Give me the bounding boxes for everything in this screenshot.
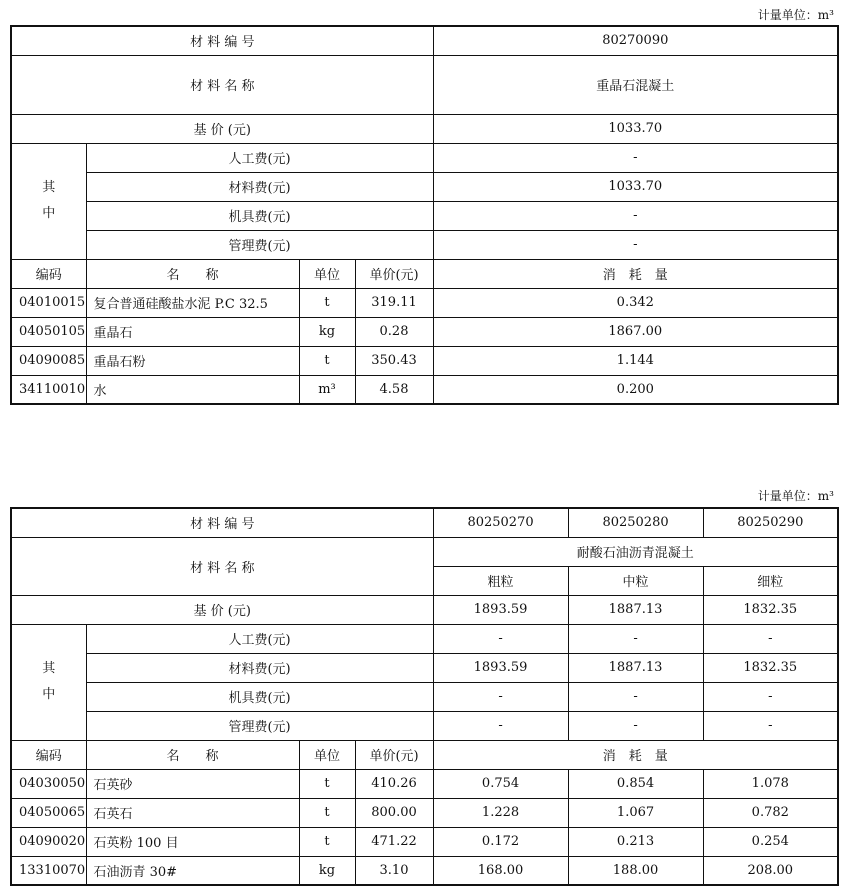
material-qty: 0.854 xyxy=(568,769,703,798)
product-name: 中粒 xyxy=(568,566,703,595)
material-name: 石英砂 xyxy=(86,769,299,798)
product-code: 80250280 xyxy=(568,508,703,537)
material-price: 3.10 xyxy=(355,856,433,885)
unit-note: 计量单位：m³ xyxy=(757,8,834,22)
cost-value: - xyxy=(433,143,838,172)
base-price-value: 1887.13 xyxy=(568,595,703,624)
cost-row xyxy=(11,230,838,259)
cost-value: 1033.70 xyxy=(433,172,838,201)
col-price-header: 单价(元) xyxy=(355,259,433,288)
material-unit: t xyxy=(299,288,355,317)
column-header-row xyxy=(11,740,838,769)
group-name: 耐酸石油沥青混凝土 xyxy=(433,537,838,566)
qizhong-char-2: 中 xyxy=(42,206,56,221)
material-price: 410.26 xyxy=(355,769,433,798)
cost-value: - xyxy=(433,624,568,653)
material-qty: 0.213 xyxy=(568,827,703,856)
cost-value: - xyxy=(433,711,568,740)
material-qty: 0.254 xyxy=(703,827,838,856)
material-qty: 0.782 xyxy=(703,798,838,827)
cost-label: 人工费(元) xyxy=(86,143,433,172)
cost-row xyxy=(11,653,838,682)
table-row xyxy=(11,769,838,798)
cost-label: 人工费(元) xyxy=(86,624,433,653)
base-price-value: 1893.59 xyxy=(433,595,568,624)
material-table-2 xyxy=(10,507,839,886)
cost-value: - xyxy=(568,711,703,740)
cost-value: 1832.35 xyxy=(703,653,838,682)
material-code: 34110010 xyxy=(11,375,86,404)
cost-row xyxy=(11,201,838,230)
material-name: 石英粉 100 目 xyxy=(86,827,299,856)
material-name: 重晶石 xyxy=(86,317,299,346)
cost-row xyxy=(11,143,838,172)
material-qty: 0.342 xyxy=(433,288,838,317)
material-unit: t xyxy=(299,346,355,375)
material-qty: 0.754 xyxy=(433,769,568,798)
material-qty: 1.228 xyxy=(433,798,568,827)
material-code: 13310070 xyxy=(11,856,86,885)
material-qty: 0.172 xyxy=(433,827,568,856)
cost-value: - xyxy=(703,711,838,740)
col-consume-header: 消 耗 量 xyxy=(433,740,838,769)
material-table-1 xyxy=(10,25,839,405)
material-code: 04030050 xyxy=(11,769,86,798)
col-name-header: 名 称 xyxy=(86,740,299,769)
qizhong-char-1: 其 xyxy=(42,180,56,195)
base-price-value: 1033.70 xyxy=(433,114,838,143)
table-row xyxy=(11,798,838,827)
col-code-header: 编码 xyxy=(11,259,86,288)
material-name: 石英石 xyxy=(86,798,299,827)
material-price: 471.22 xyxy=(355,827,433,856)
material-unit: t xyxy=(299,827,355,856)
code-row xyxy=(11,26,838,55)
product-code: 80250290 xyxy=(703,508,838,537)
cost-label: 管理费(元) xyxy=(86,230,433,259)
material-qty: 208.00 xyxy=(703,856,838,885)
material-unit: kg xyxy=(299,317,355,346)
cost-value: - xyxy=(703,682,838,711)
material-qty: 1.078 xyxy=(703,769,838,798)
product-name: 粗粒 xyxy=(433,566,568,595)
col-unit-header: 单位 xyxy=(299,259,355,288)
base-price-row xyxy=(11,114,838,143)
material-unit: t xyxy=(299,798,355,827)
base-price-row xyxy=(11,595,838,624)
product-code: 80270090 xyxy=(433,26,838,55)
cost-label: 机具费(元) xyxy=(86,201,433,230)
cost-value: - xyxy=(568,682,703,711)
material-unit: m³ xyxy=(299,375,355,404)
cost-label: 材料费(元) xyxy=(86,172,433,201)
cost-value: - xyxy=(433,230,838,259)
name-label: 材 料 名 称 xyxy=(11,537,433,595)
qizhong-char-2: 中 xyxy=(42,687,56,702)
code-label: 材 料 编 号 xyxy=(11,26,433,55)
material-price: 0.28 xyxy=(355,317,433,346)
table-row xyxy=(11,375,838,404)
cost-row xyxy=(11,711,838,740)
product-name: 重晶石混凝土 xyxy=(433,55,838,114)
material-qty: 1.144 xyxy=(433,346,838,375)
qizhong-cell xyxy=(11,143,86,259)
cost-value: - xyxy=(703,624,838,653)
material-code: 04090020 xyxy=(11,827,86,856)
material-price: 350.43 xyxy=(355,346,433,375)
cost-value: - xyxy=(568,624,703,653)
product-name: 细粒 xyxy=(703,566,838,595)
material-price: 319.11 xyxy=(355,288,433,317)
material-qty: 1.067 xyxy=(568,798,703,827)
product-code: 80250270 xyxy=(433,508,568,537)
cost-value: - xyxy=(433,201,838,230)
material-code: 04050065 xyxy=(11,798,86,827)
table-row xyxy=(11,827,838,856)
unit-note: 计量单位：m³ xyxy=(757,489,834,503)
table-row xyxy=(11,317,838,346)
material-name: 复合普通硅酸盐水泥 P.C 32.5 xyxy=(86,288,299,317)
cost-label: 管理费(元) xyxy=(86,711,433,740)
material-price: 800.00 xyxy=(355,798,433,827)
name-row xyxy=(11,55,838,114)
col-name-header: 名 称 xyxy=(86,259,299,288)
cost-label: 材料费(元) xyxy=(86,653,433,682)
material-qty: 168.00 xyxy=(433,856,568,885)
material-name: 重晶石粉 xyxy=(86,346,299,375)
table-row xyxy=(11,288,838,317)
material-qty: 1867.00 xyxy=(433,317,838,346)
material-code: 04010015 xyxy=(11,288,86,317)
column-header-row xyxy=(11,259,838,288)
material-name: 石油沥青 30# xyxy=(86,856,299,885)
cost-row xyxy=(11,172,838,201)
col-price-header: 单价(元) xyxy=(355,740,433,769)
material-qty: 0.200 xyxy=(433,375,838,404)
material-code: 04050105 xyxy=(11,317,86,346)
material-unit: t xyxy=(299,769,355,798)
base-price-label: 基 价 (元) xyxy=(11,595,433,624)
material-price: 4.58 xyxy=(355,375,433,404)
material-unit: kg xyxy=(299,856,355,885)
col-consume-header: 消 耗 量 xyxy=(433,259,838,288)
qizhong-char-1: 其 xyxy=(42,661,56,676)
code-label: 材 料 编 号 xyxy=(11,508,433,537)
cost-label: 机具费(元) xyxy=(86,682,433,711)
cost-row xyxy=(11,624,838,653)
base-price-value: 1832.35 xyxy=(703,595,838,624)
qizhong-cell xyxy=(11,624,86,740)
material-qty: 188.00 xyxy=(568,856,703,885)
cost-value: - xyxy=(433,682,568,711)
cost-row xyxy=(11,682,838,711)
material-code: 04090085 xyxy=(11,346,86,375)
cost-value: 1887.13 xyxy=(568,653,703,682)
cost-value: 1893.59 xyxy=(433,653,568,682)
material-name: 水 xyxy=(86,375,299,404)
base-price-label: 基 价 (元) xyxy=(11,114,433,143)
name-label: 材 料 名 称 xyxy=(11,55,433,114)
name-row xyxy=(11,537,838,566)
col-unit-header: 单位 xyxy=(299,740,355,769)
table-row xyxy=(11,856,838,885)
col-code-header: 编码 xyxy=(11,740,86,769)
table-row xyxy=(11,346,838,375)
code-row xyxy=(11,508,838,537)
